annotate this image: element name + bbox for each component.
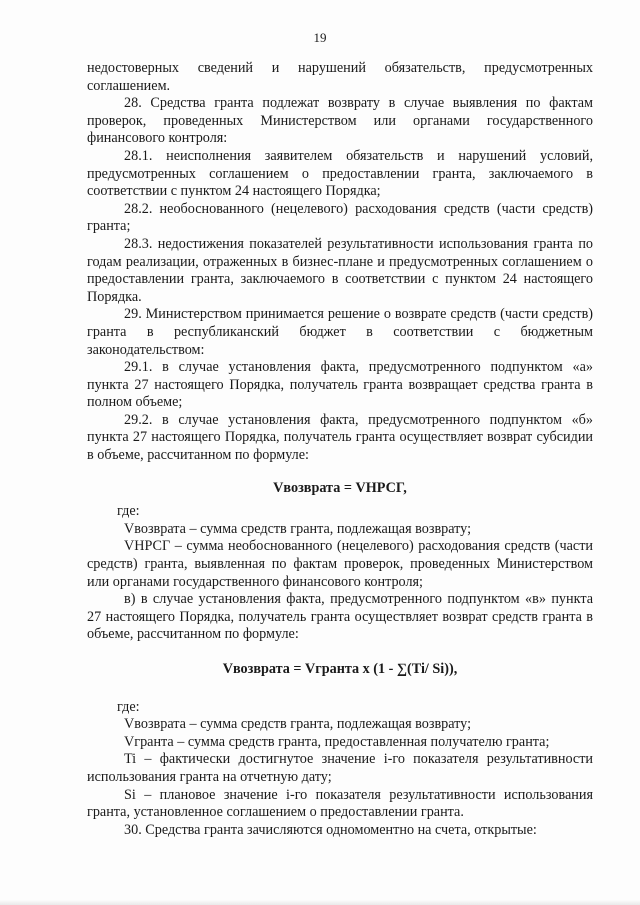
where-label: где: [117, 503, 140, 520]
definition-v-grant: Vгранта – сумма средств гранта, предоставленная получателю гранта; [124, 733, 550, 750]
paragraph-28-2: 28.2. необоснованного (нецелевого) расходования средств (части средств) гранта; [87, 200, 593, 235]
formula-return-amount: Vвозврата = VНРСГ, [273, 479, 407, 496]
scan-edge [0, 899, 640, 905]
paragraph-28-1: 28.1. неисполнения заявителем обязательств и нарушений условий, предусмотренных соглашением о предоставлении гранта, заключаемого в соответствии с пунктом 24 настоящего Порядка; [87, 147, 593, 200]
definition-si: Si – плановое значение i-го показателя результативности использования гранта, установленное соглашением о предоставлении гранта. [87, 786, 593, 821]
definition-v-return: Vвозврата – сумма средств гранта, подлежащая возврату; [124, 716, 472, 733]
paragraph-30: 30. Средства гранта зачисляются одномоментно на счета, открытые: [124, 821, 537, 838]
paragraph-28: 28. Средства гранта подлежат возврату в случае выявления по фактам проверок, проведенных Министерством или органами государственного финансового контроля: [87, 95, 593, 147]
definition-v-return: Vвозврата – сумма средств гранта, подлежащая возврату; [124, 520, 472, 537]
paragraph-28-3: 28.3. недостижения показателей результативности использования гранта по годам реализации, отраженных в бизнес-плане и предусмотренных соглашением о предоставлении гранта, заключаемого в соответствии с пунктом 24 настоящего Порядка. [87, 235, 593, 305]
where-label: где: [117, 698, 140, 715]
page-number: 19 [313, 30, 327, 45]
document-body [87, 60, 593, 839]
paragraph-continuation: недостоверных сведений и нарушений обязательств, предусмотренных соглашением. [87, 60, 593, 94]
paragraph-29-2: 29.2. в случае установления факта, предусмотренного подпунктом «б» пункта 27 настоящего Порядка, получатель гранта осуществляет возврат субсидии в объеме, рассчитанном по формуле: [87, 411, 593, 464]
definition-vnrsg: VНРСГ – сумма необоснованного (нецелевого) расходования средств (части средств) гранта, выявленная по фактам проверок, проведенных Министерством или органами государственного финансового контроля; [87, 538, 593, 590]
paragraph-v: в) в случае установления факта, предусмотренного подпунктом «в» пункта 27 настоящего Порядка, получатель гранта осуществляет возврат средств гранта в объеме, рассчитанном по формуле: [87, 591, 593, 643]
paragraph-29: 29. Министерством принимается решение о возврате средств (части средств) гранта в республиканский бюджет в соответствии с бюджетным законодательством: [87, 306, 593, 358]
paragraph-29-1: 29.1. в случае установления факта, предусмотренного подпунктом «а» пункта 27 настоящего Порядка, получатель гранта возвращает средства гранта в полном объеме; [87, 359, 593, 411]
formula-grant-return: Vвозврата = Vгранта x (1 - ∑(Ti/ Si)), [222, 661, 458, 677]
definition-ti: Ti – фактически достигнутое значение i-го показателя результативности использования гранта на отчетную дату; [87, 751, 593, 785]
